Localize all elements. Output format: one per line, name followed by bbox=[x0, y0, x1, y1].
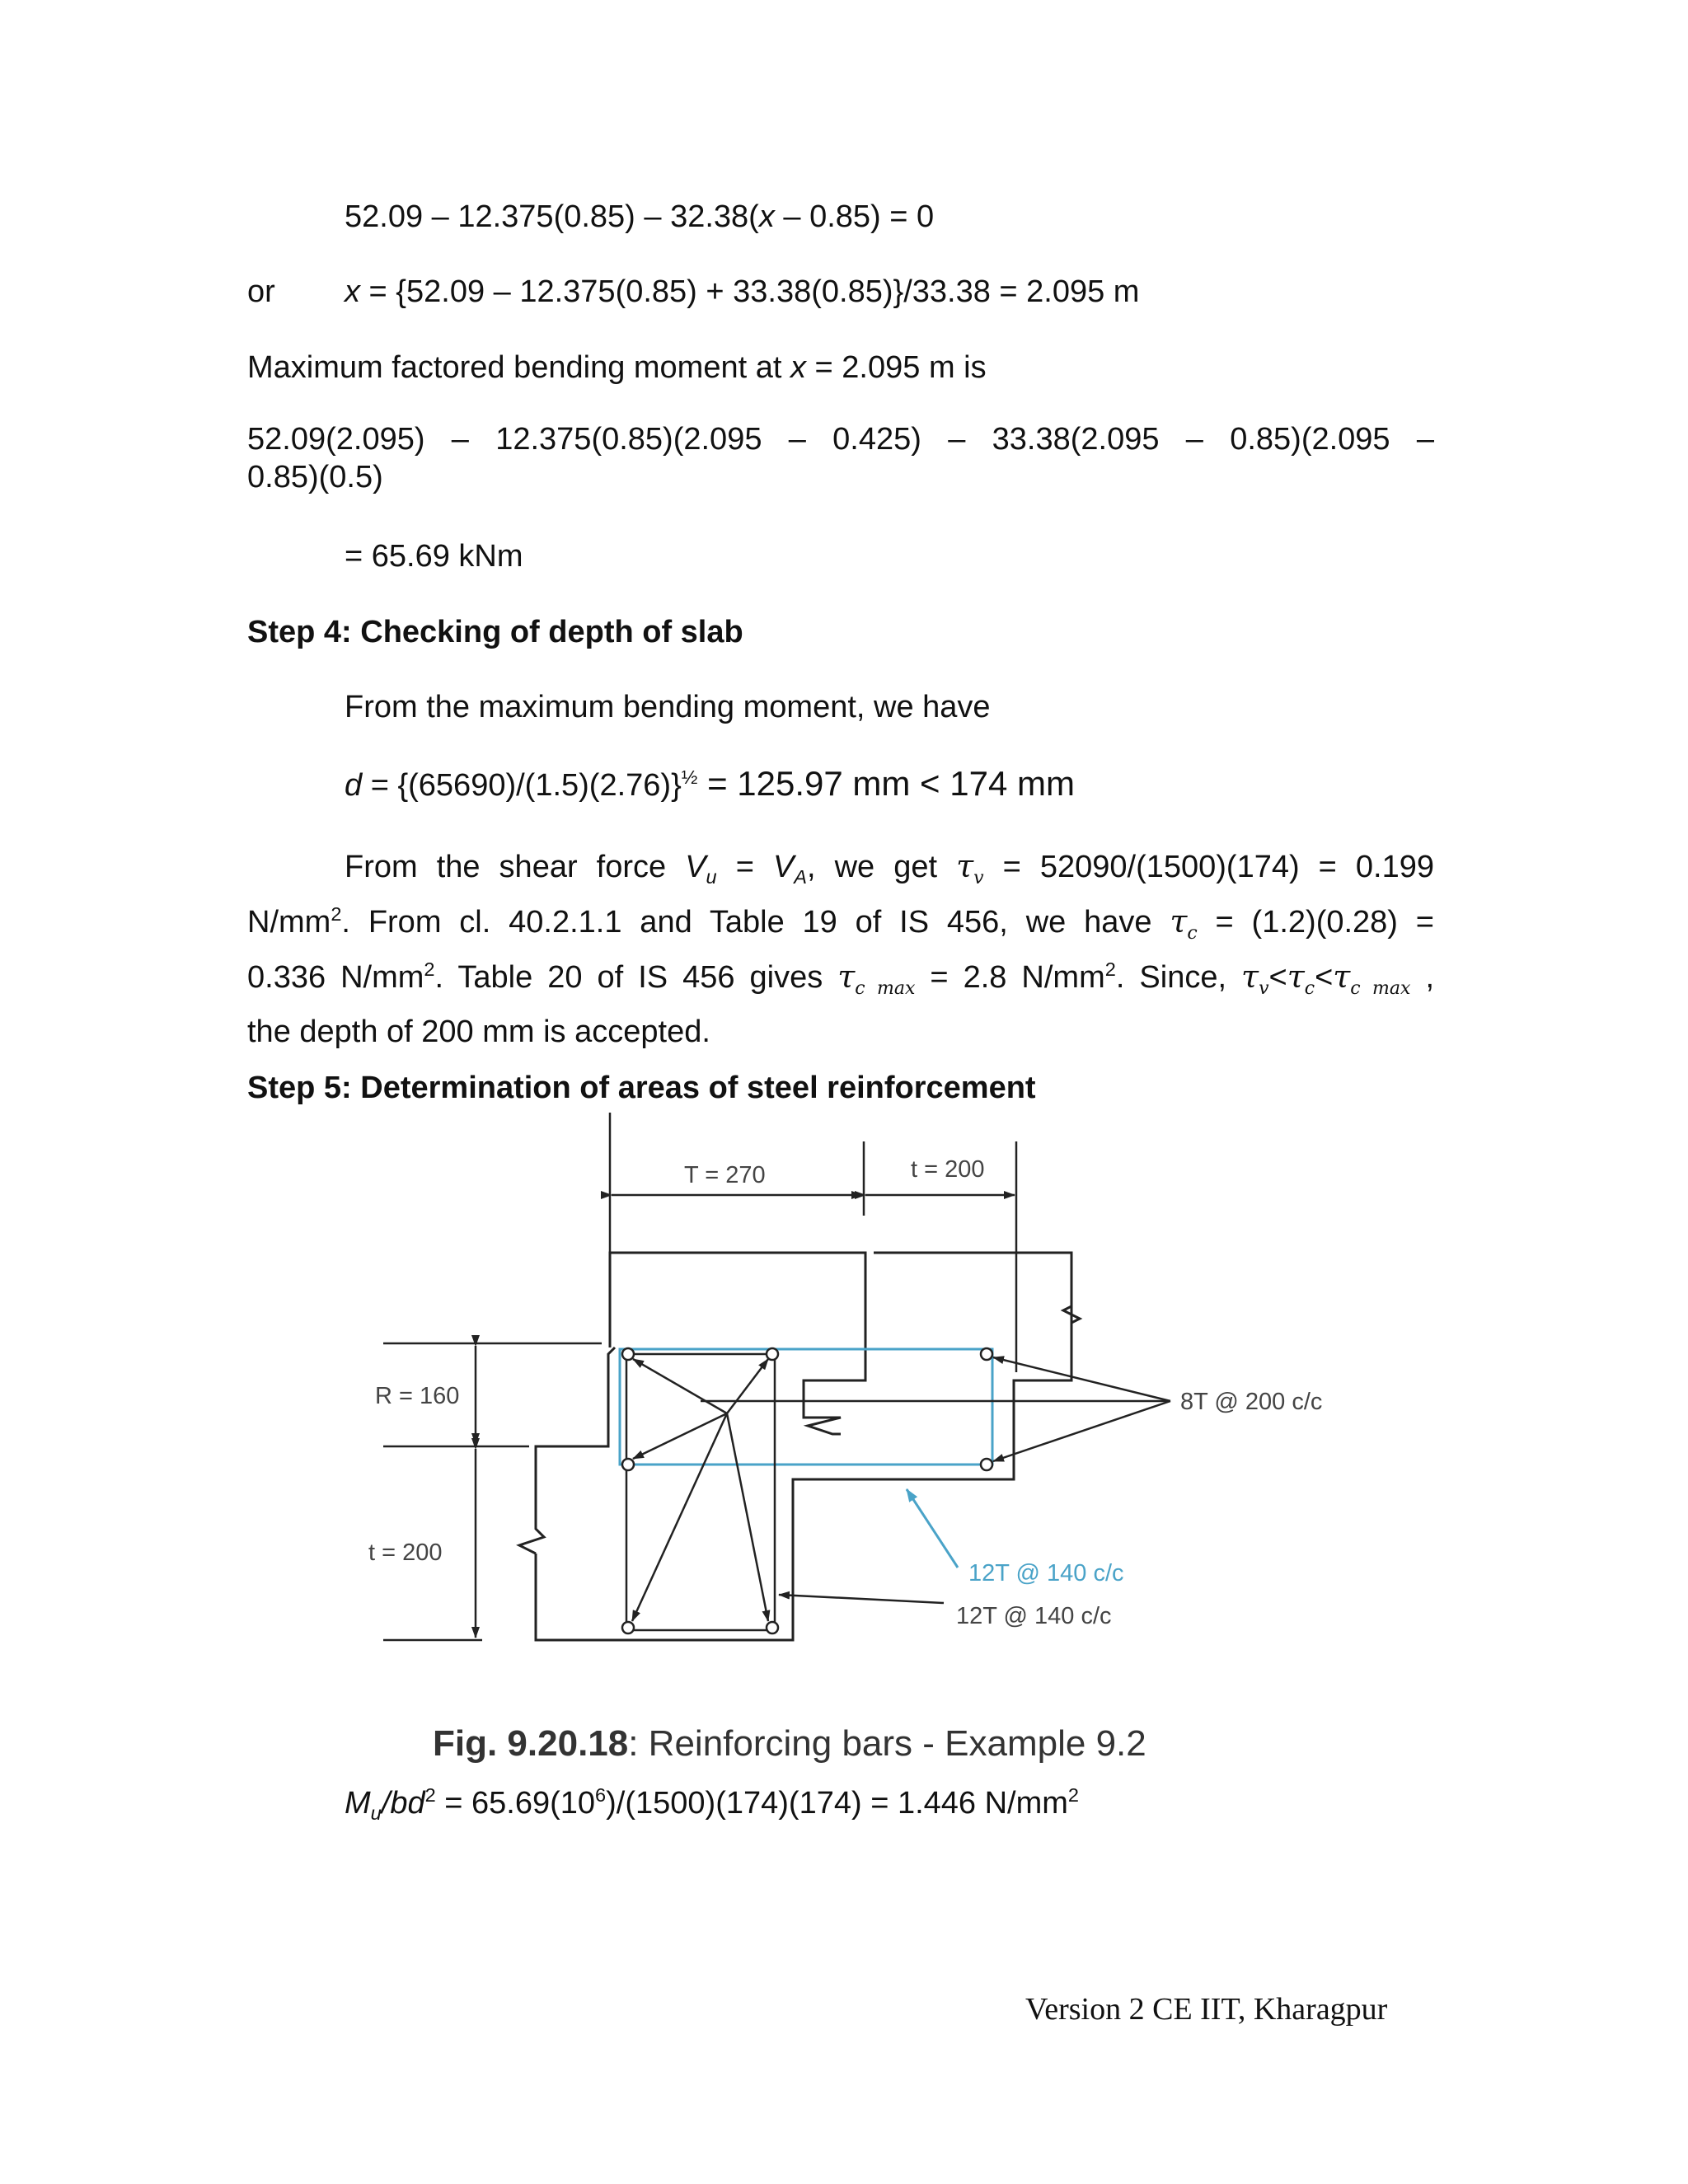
shear-line-1: From the shear force $V_u = V_A$, we get $\tau_v = 52090/(1500)(174) = 0.199$ bbox=[345, 848, 1434, 888]
depth-equation-result: = 125.97 mm < 174 mm bbox=[697, 764, 1075, 803]
moment-expression-line: 52.09(2.095) – 12.375(0.85)(2.095 – 0.425) – 33.38(2.095 – 0.85)(2.095 – bbox=[247, 422, 1434, 457]
or-label: or bbox=[247, 274, 275, 309]
shear-line-4: the depth of 200 mm is accepted. bbox=[247, 1015, 710, 1049]
moment-expression bbox=[247, 420, 1434, 496]
bar bbox=[622, 1622, 634, 1633]
label-8T: 8T @ 200 c/c bbox=[1180, 1389, 1323, 1415]
equation-2-part: = {52.09 – 12.375(0.85) + 33.38(0.85)}/33.38 = 2.095 m bbox=[360, 274, 1140, 309]
blue-leader-arrow bbox=[907, 1489, 958, 1568]
dimension-lines bbox=[383, 1113, 1016, 1640]
variable-x: x bbox=[758, 199, 775, 234]
moment-expression-line: 0.85)(0.5) bbox=[247, 460, 383, 494]
variable-x: x bbox=[345, 274, 360, 309]
reinforcement-diagram bbox=[346, 1108, 1352, 1677]
label-12T-blue: 12T @ 140 c/c bbox=[968, 1560, 1124, 1586]
half-power: ½ bbox=[681, 766, 698, 788]
stirrups bbox=[620, 1349, 992, 1630]
shear-line-3: 0.336 $N/mm^2$. Table 20 of IS 456 gives $\tau_{c max} = 2.8$ $N/mm^2$. Since, $\tau_v<\tau_c<\tau_{c max}$ , bbox=[247, 958, 1435, 999]
step-4-intro: From the maximum bending moment, we have bbox=[345, 690, 991, 724]
page-footer: Version 2 CE IIT, Kharagpur bbox=[1025, 1992, 1388, 2027]
label-12T-black: 12T @ 140 c/c bbox=[956, 1603, 1112, 1629]
bar bbox=[622, 1348, 634, 1360]
moment-intro bbox=[247, 349, 987, 387]
bar bbox=[767, 1622, 778, 1633]
dim-R-label: R = 160 bbox=[375, 1383, 460, 1409]
shear-paragraph bbox=[247, 841, 1434, 1057]
dim-t-left-label: t = 200 bbox=[368, 1540, 443, 1566]
bar bbox=[622, 1459, 634, 1470]
variable-x: x bbox=[790, 350, 806, 385]
black-stirrup bbox=[626, 1354, 775, 1630]
bar bbox=[767, 1348, 778, 1360]
reinforcement-figure bbox=[346, 1108, 1352, 1677]
bar bbox=[981, 1459, 992, 1470]
dim-t-top-label: t = 200 bbox=[911, 1156, 985, 1183]
variable-d: d bbox=[345, 768, 363, 803]
equation-1 bbox=[345, 198, 934, 236]
moment-result: = 65.69 kNm bbox=[345, 539, 523, 574]
moment-intro-part: Maximum factored bending moment at bbox=[247, 350, 790, 385]
figure-caption bbox=[433, 1722, 1146, 1765]
shear-line-2: $N/mm^2$. From cl. 40.2.1.1 and Table 19 of IS 456, we have $\tau_c = (1.2)(0.28)$ = bbox=[247, 902, 1434, 944]
equation-2 bbox=[345, 273, 1139, 311]
depth-equation-part: = {(65690)/(1.5)(2.76)} bbox=[362, 768, 682, 803]
step-5-heading: Step 5: Determination of areas of steel reinforcement bbox=[247, 1071, 1036, 1105]
figure-caption-text: : Reinforcing bars - Example 9.2 bbox=[628, 1723, 1146, 1764]
moment-intro-part: = 2.095 m is bbox=[805, 350, 987, 385]
step-4-heading: Step 4: Checking of depth of slab bbox=[247, 615, 743, 649]
bar bbox=[981, 1348, 992, 1360]
mu-equation: $M_u/bd^2 = 65.69(10^6)/(1500)(174)(174) = 1.446$ $N/mm^2$ bbox=[345, 1783, 1080, 1825]
equation-1-part: – 0.85) = 0 bbox=[774, 199, 935, 234]
blue-stirrup bbox=[620, 1349, 992, 1465]
bars bbox=[622, 1348, 992, 1633]
figure-number: Fig. 9.20.18 bbox=[433, 1723, 629, 1764]
depth-equation bbox=[345, 765, 1075, 808]
equation-1-part: 52.09 – 12.375(0.85) – 32.38( bbox=[345, 199, 759, 234]
dim-T-label: T = 270 bbox=[684, 1162, 766, 1188]
